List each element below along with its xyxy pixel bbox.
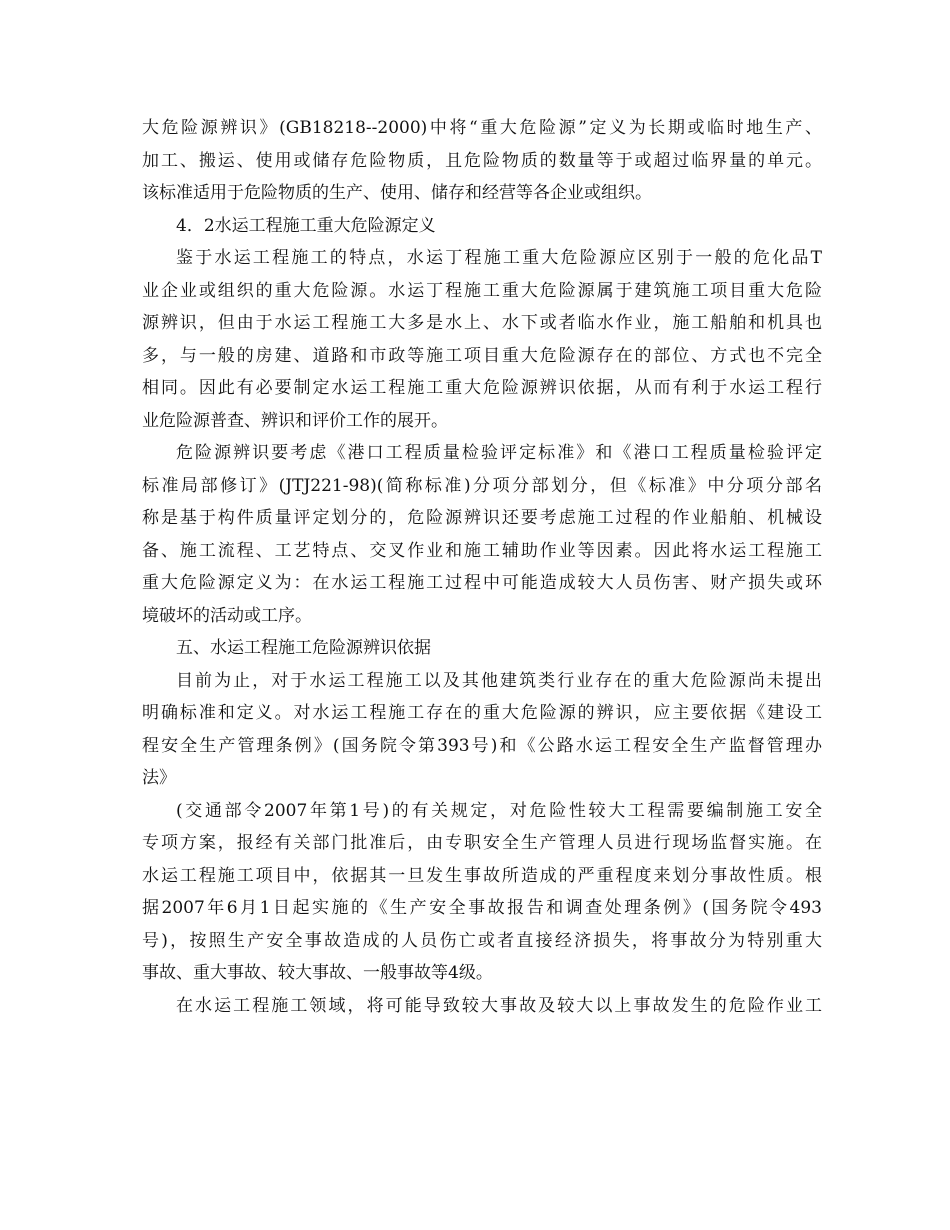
text-line: 多，与一般的房建、道路和市政等施工项目重大危险源存在的部位、方式也不完全 [142,345,822,366]
text-line: 业企业或组织的重大危险源。水运丁程施工重大危险源属于建筑施工项目重大危险 [142,280,822,301]
text-line: 程安全生产管理条例》(国务院令第393号)和《公路水运工程安全生产监督管理办 [142,735,822,756]
text-line: 该标准适用于危险物质的生产、使用、储存和经营等各企业或组织。 [142,183,652,203]
text-line: 源辨识，但由于水运工程施工大多是水上、水下或者临水作业，施工船舶和机具也 [142,313,822,333]
document-page [142,112,822,1022]
text-line: 危险源辨识要考虑《港口工程质量检验评定标准》和《港口工程质量检验评定 [176,443,822,463]
text-line: 相同。因此有必要制定水运工程施工重大危险源辨识依据，从而有利于水运工程行 [142,378,822,398]
text-line: 鉴于水运工程施工的特点，水运丁程施工重大危险源应区别于一般的危化品T [176,248,822,268]
text-line: (交通部令2007年第1号)的有关规定，对危险性较大工程需要编制施工安全 [176,800,822,821]
text-line: 称是基于构件质量评定划分的，危险源辨识还要考虑施工过程的作业船舶、机械设 [142,508,822,528]
text-line: 明确标准和定义。对水运工程施工存在的重大危险源的辨识，应主要依据《建设工 [142,703,822,723]
section-heading: 五、水运工程施工危险源辨识依据 [176,638,431,658]
text-line: 备、施工流程、工艺特点、交叉作业和施工辅助作业等因素。因此将水运工程施工 [142,540,822,561]
text-line: 专项方案，报经有关部门批准后，由专职安全生产管理人员进行现场监督实施。在 [142,833,822,853]
text-line: 业危险源普查、辨识和评价工作的展开。 [142,410,448,431]
text-line: 在水运工程施工领域，将可能导致较大事故及较大以上事故发生的危险作业工 [176,995,822,1016]
text-line: 大危险源辨识》(GB18218--2000)中将“重大危险源”定义为长期或临时地生产、 [142,118,822,138]
section-heading: 4．2水运工程施工重大危险源定义 [176,215,436,236]
text-line: 重大危险源定义为：在水运工程施工过程中可能造成较大人员伤害、财产损失或环 [142,573,822,593]
text-line: 水运工程施工项目中，依据其一旦发生事故所造成的严重程度来划分事故性质。根 [142,865,822,886]
text-line: 目前为止，对于水运工程施工以及其他建筑类行业存在的重大危险源尚未提出 [176,670,822,691]
text-line: 号)，按照生产安全事故造成的人员伤亡或者直接经济损失，将事故分为特别重大 [142,930,822,951]
text-line: 法》 [142,768,176,788]
text-line: 据2007年6月1日起实施的《生产安全事故报告和调查处理条例》(国务院令493 [142,898,822,918]
text-line: 标准局部修订》(JTJ221-98)(简称标准)分项分部划分，但《标准》中分项分部名 [142,475,822,496]
text-line: 事故、重大事故、较大事故、一般事故等4级。 [142,963,493,983]
text-line: 境破坏的活动或工序。 [142,605,312,626]
text-line: 加工、搬运、使用或储存危险物质，且危险物质的数量等于或超过临界量的单元。 [142,150,822,171]
